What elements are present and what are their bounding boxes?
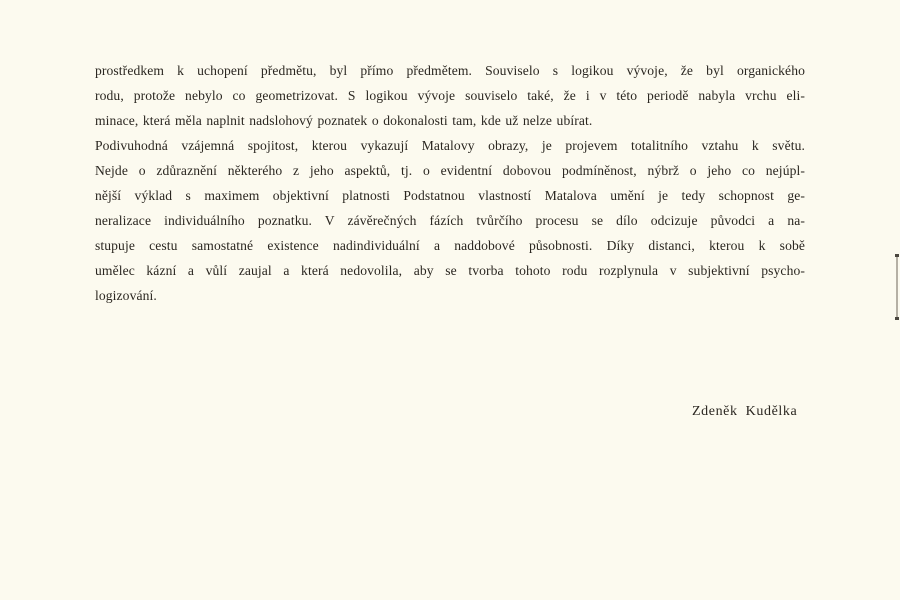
page-edge-mark — [896, 254, 898, 320]
paragraph-1 — [95, 58, 805, 133]
text-line: neralizace individuálního poznatku. V závěrečných fázích tvůrčího procesu se dílo odcizuje původci a na- — [95, 213, 805, 228]
text-line: Nejde o zdůraznění některého z jeho aspektů, tj. o evidentní dobovou podmíněnost, nýbrž o jeho co nejúpl- — [95, 163, 805, 178]
text-line: logizování. — [95, 288, 157, 303]
text-line: prostředkem k uchopení předmětu, byl přímo předmětem. Souviselo s logikou vývoje, že byl organického — [95, 63, 805, 78]
text-line: rodu, protože nebylo co geometrizovat. S logikou vývoje souviselo také, že i v této periodě nabyla vrchu eli- — [95, 88, 805, 103]
text-line: minace, která měla naplnit nadslohový poznatek o dokonalosti tam, kde už nelze ubírat. — [95, 113, 593, 128]
body-text — [95, 58, 805, 308]
paragraph-2 — [95, 133, 805, 308]
author-signature: Zdeněk Kudělka — [692, 404, 798, 419]
text-line: stupuje cestu samostatné existence nadindividuální a naddobové působnosti. Díky distanci, kterou k sobě — [95, 238, 805, 253]
text-line: Podivuhodná vzájemná spojitost, kterou vykazují Matalovy obrazy, je projevem totalitního vztahu k světu. — [95, 138, 805, 153]
text-line: nější výklad s maximem objektivní platnosti Podstatnou vlastností Matalova umění je tedy schopnost ge- — [95, 188, 805, 203]
text-line: umělec kázní a vůlí zaujal a která nedovolila, aby se tvorba tohoto rodu rozplynula v subjektivní psycho- — [95, 263, 805, 278]
